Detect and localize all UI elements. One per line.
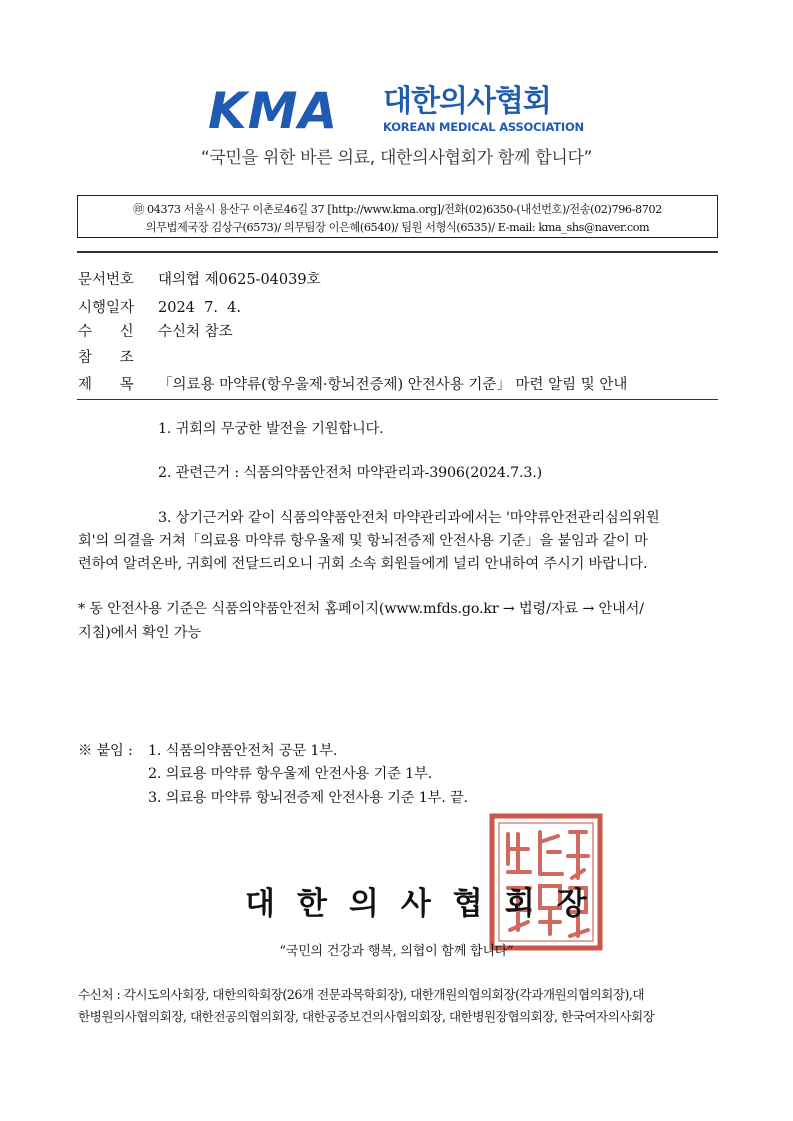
letterhead-logo	[208, 84, 598, 140]
recipients-line-1: 수신처 : 각시도의사회장, 대한의학회장(26개 전문과목학회장), 대한개원의협의회장(각과개원의협의회장),대	[78, 987, 645, 1002]
doc-number: 대의협 제0625-04039호	[158, 272, 321, 288]
attachments-label: ※ 붙임 :	[78, 743, 133, 759]
body-paragraph-3-line-1: 3. 상기근거와 같이 식품의약품안전처 마약관리과에서는 '마약류안전관리심의위원	[158, 510, 660, 526]
note-line-2: 지침)에서 확인 가능	[78, 625, 201, 641]
body-paragraph-3-line-3: 련하여 알려온바, 귀회에 전달드리오니 귀회 소속 회원들에게 널리 안내하여 주시기 바랍니다.	[78, 556, 648, 572]
reference-row	[78, 346, 158, 367]
date-label: 시행일자	[78, 300, 135, 316]
logo-name-kr: 대한의사협회	[383, 84, 551, 119]
body-paragraph-1: 1. 귀회의 무궁한 발전을 기원합니다.	[158, 421, 384, 437]
attachment-item: 2. 의료용 마약류 항우울제 안전사용 기준 1부.	[148, 766, 432, 782]
logo-name-en: KOREAN MEDICAL ASSOCIATION	[383, 120, 584, 134]
contact-box	[77, 195, 718, 238]
logo-abbr: KMA	[208, 82, 339, 140]
subject-row	[78, 373, 627, 394]
note-line-1: * 동 안전사용 기준은 식품의약품안전처 홈페이지(www.mfds.go.kr → 법령/자료 → 안내서/	[78, 601, 644, 617]
date-row	[78, 296, 241, 317]
letterhead-slogan: “국민을 위한 바른 의료, 대한의사협회가 함께 합니다”	[200, 148, 593, 168]
attachment-item: 3. 의료용 마약류 항뇌전증제 안전사용 기준 1부. 끝.	[148, 790, 468, 806]
doc-number-label: 문서번호	[78, 272, 135, 288]
header-divider-bottom	[77, 399, 718, 400]
doc-number-row	[78, 268, 321, 289]
body-paragraph-3-line-2: 회'의 의결을 거쳐「의료용 마약류 항우울제 및 항뇌전증제 안전사용 기준」을 붙임과 같이 마	[78, 533, 648, 549]
attachment-item: 1. 식품의약품안전처 공문 1부.	[148, 743, 338, 759]
recipients-line-2: 한병원의사협의회장, 대한전공의협의회장, 대한공중보건의사협의회장, 대한병원장협의회장, 한국여자의사회장	[78, 1009, 655, 1024]
sender-name: 대한의사협회장	[245, 886, 609, 922]
recipient-value: 수신처 참조	[158, 324, 233, 340]
body-paragraph-2: 2. 관련근거 : 식품의약품안전처 마약관리과-3906(2024.7.3.)	[158, 465, 542, 481]
subject-value: 「의료용 마약류(항우울제·항뇌전증제) 안전사용 기준」 마련 알림 및 안내	[158, 377, 628, 393]
sender-motto: “국민의 건강과 행복, 의협이 함께 합니다”	[279, 944, 514, 959]
reference-label: 참 조	[78, 350, 134, 366]
contact-address-line: ㊞ 04373 서울시 용산구 이촌로46길 37 [http://www.kma.org]/전화(02)6350-(내선번호)/전송(02)796-8702	[133, 203, 662, 216]
subject-label: 제 목	[78, 377, 134, 393]
header-divider-top	[77, 251, 718, 253]
recipient-row	[78, 320, 233, 341]
issue-date: 2024 7. 4.	[158, 300, 242, 316]
recipient-label: 수 신	[78, 324, 134, 340]
contact-staff-line: 의무법제국장 김상구(6573)/ 의무팀장 이은혜(6540)/ 팀원 서형식(6535)/ E-mail: kma_shs@naver.com	[145, 221, 650, 234]
